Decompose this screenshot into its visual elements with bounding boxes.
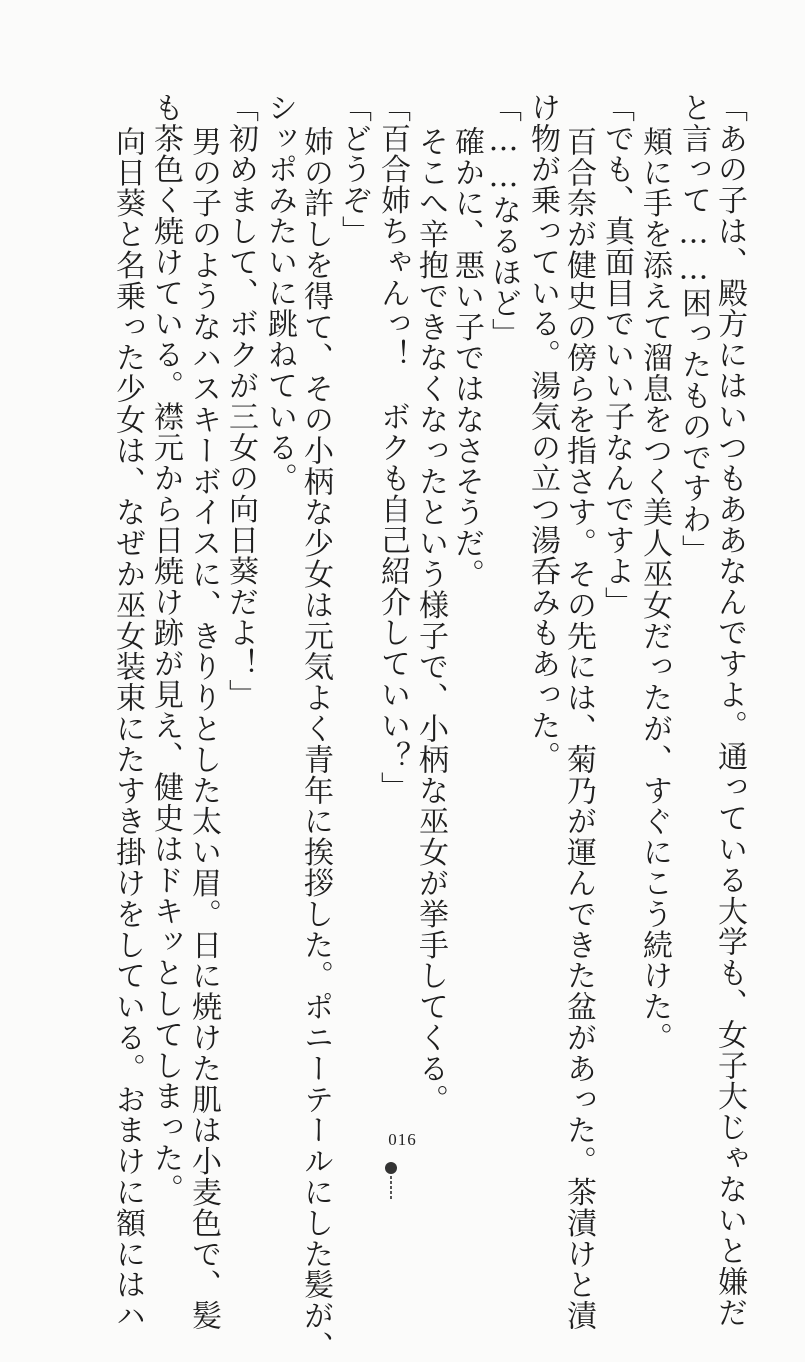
text-column: そこへ辛抱できなくなったという様子で、小柄な巫女が挙手してくる。 — [413, 126, 448, 1115]
text-column: 男の子のようなハスキーボイスに、きりりとした太い眉。日に焼けた肌は小麦色で、髪 — [186, 126, 221, 1332]
page-marker-dot — [385, 1162, 397, 1174]
text-column: け物が乗っている。湯気の立つ湯呑みもあった。 — [525, 92, 560, 772]
text-column: 「百合姉ちゃんっ！ ボクも自己紹介していい？」 — [375, 92, 410, 803]
text-column: 姉の許しを得て、その小柄な少女は元気よく青年に挨拶した。ポニーテールにした髪が、 — [298, 126, 333, 1362]
text-column: 「あの子は、殿方にはいつもああなんですよ。通っている大学も、女子大じゃないと嫌だ — [712, 92, 747, 1328]
page-marker-line — [390, 1176, 392, 1200]
text-column: シッポみたいに跳ねている。 — [262, 92, 297, 494]
text-column: 「どうぞ」 — [336, 92, 371, 247]
text-column: 「……なるほど」 — [486, 92, 521, 350]
text-column: と言って……困ったものですわ」 — [676, 92, 711, 566]
text-column: 百合奈が健史の傍らを指さす。その先には、菊乃が運んできた盆があった。茶漬けと漬 — [561, 126, 596, 1332]
text-column: 向日葵と名乗った少女は、なぜか巫女装束にたすき掛けをしている。おまけに額にはハ — [110, 126, 145, 1332]
page-number: 016 — [388, 1130, 417, 1149]
text-column: 「でも、真面目でいい子なんですよ」 — [599, 92, 634, 618]
text-column: 「初めまして、ボクが三女の向日葵だよ！」 — [223, 92, 258, 710]
text-column: 確かに、悪い子ではなさそうだ。 — [449, 126, 484, 590]
text-column: 頬に手を添えて溜息をつく美人巫女だったが、すぐにこう続けた。 — [637, 126, 672, 1053]
text-column: も茶色く焼けている。襟元から日焼け跡が見え、健史はドキッとしてしまった。 — [148, 92, 183, 1205]
